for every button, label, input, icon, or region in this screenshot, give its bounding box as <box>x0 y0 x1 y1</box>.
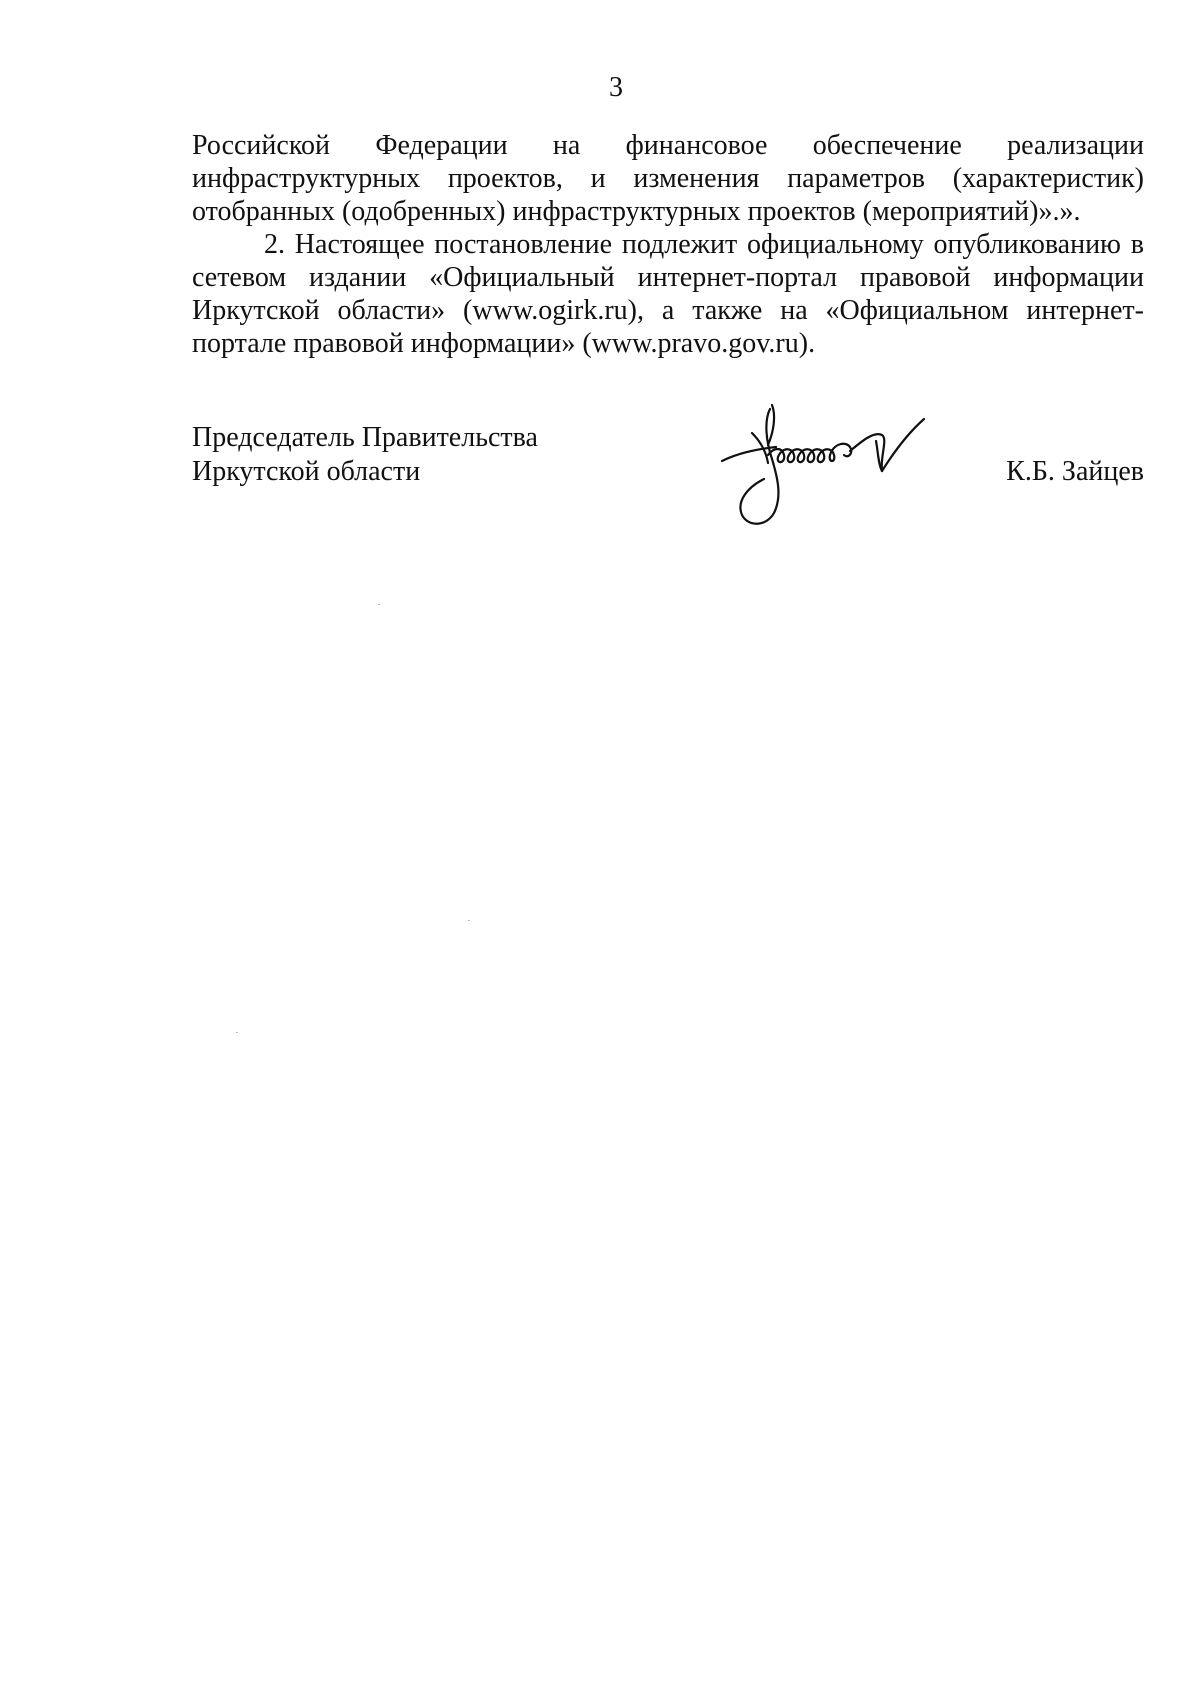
signer-name: К.Б. Зайцев <box>1006 456 1144 487</box>
signer-position-line-2: Иркутской области <box>192 456 421 487</box>
scan-speck <box>468 920 470 921</box>
signer-position-line-1: Председатель Правительства <box>192 422 538 453</box>
paragraph-continuation: Российской Федерации на финансовое обеспечение реализации инфраструктурных проектов, и изменения параметров (характеристик) отобранных (одобренных) инфраструктурных проектов (мероприятий)».». <box>192 130 1144 227</box>
handwritten-signature-icon <box>712 401 952 541</box>
page-number: 3 <box>609 72 623 103</box>
document-body <box>192 129 1144 360</box>
signature-block <box>192 421 1144 541</box>
scan-speck <box>378 604 380 605</box>
paragraph-publication-clause: 2. Настоящее постановление подлежит официальному опубликованию в сетевом издании «Официальный интернет-портал правовой информации Иркутской области» (www.ogirk.ru), а также на «Официальном интернет-портале правовой информации» (www.pravo.gov.ru). <box>192 229 1144 359</box>
scan-speck <box>236 1032 238 1033</box>
signer-position <box>192 421 538 489</box>
